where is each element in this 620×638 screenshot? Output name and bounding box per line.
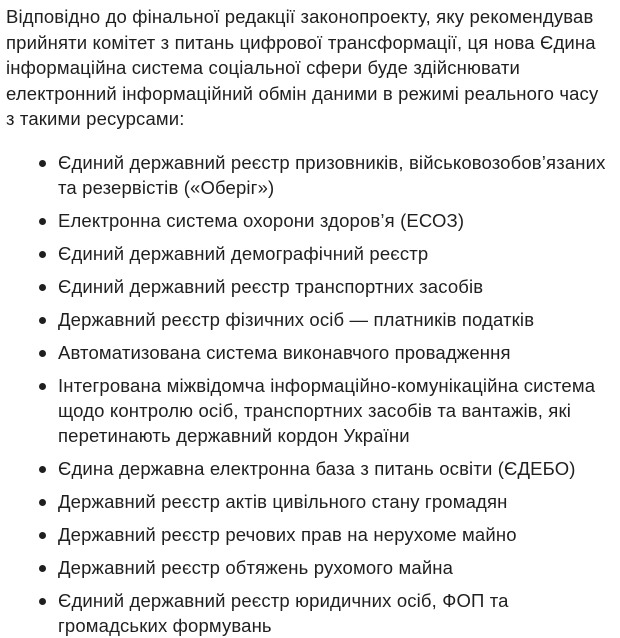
- bullet-icon: [39, 499, 46, 506]
- list-item: [6, 373, 606, 448]
- list-item: [6, 456, 606, 481]
- bullet-icon: [39, 317, 46, 324]
- bullet-icon: [39, 350, 46, 357]
- intro-paragraph: Відповідно до фінальної редакції законопроекту, яку рекомендував прийняти комітет з питань цифрової трансформації, ця нова Єдина інформаційна система соціальної сфери буде здійснювати електронний інформаційний обмін даними в режимі реального часу з такими ресурсами:: [6, 6, 599, 129]
- list-item-text: Державний реєстр обтяжень рухомого майна: [58, 556, 454, 578]
- list-item: [6, 340, 606, 365]
- list-item-text: Єдина державна електронна база з питань освіти (ЄДЕБО): [58, 457, 576, 479]
- bullet-icon: [39, 160, 46, 167]
- list-item: [6, 241, 606, 266]
- bullet-icon: [39, 251, 46, 258]
- bullet-icon: [39, 466, 46, 473]
- list-item-text: Державний реєстр речових прав на нерухоме майно: [58, 523, 517, 545]
- bullet-icon: [39, 598, 46, 605]
- bullet-icon: [39, 218, 46, 225]
- bullet-icon: [39, 383, 46, 390]
- list-item-text: Єдиний державний реєстр юридичних осіб, ФОП та громадських формувань: [58, 589, 509, 636]
- list-item: [6, 307, 606, 332]
- list-item: [6, 588, 606, 638]
- list-item: [6, 489, 606, 514]
- bullet-icon: [39, 565, 46, 572]
- list-item: [6, 208, 606, 233]
- bullet-icon: [39, 532, 46, 539]
- list-item-text: Єдиний державний демографічний реєстр: [58, 242, 429, 264]
- list-item: [6, 150, 606, 200]
- list-item: [6, 274, 606, 299]
- list-item-text: Державний реєстр фізичних осіб — платників податків: [58, 308, 535, 330]
- list-item-text: Державний реєстр актів цивільного стану громадян: [58, 490, 508, 512]
- list-item-text: Єдиний державний реєстр транспортних засобів: [58, 275, 484, 297]
- list-item-text: Автоматизована система виконавчого провадження: [58, 341, 511, 363]
- list-item: [6, 522, 606, 547]
- list-item-text: Інтегрована міжвідомча інформаційно-комунікаційна система щодо контролю осіб, транспортних засобів та вантажів, які перетинають державний кордон України: [58, 374, 596, 446]
- registry-list: [6, 150, 606, 638]
- list-item: [6, 555, 606, 580]
- list-item-text: Єдиний державний реєстр призовників, військовозобов’язаних та резервістів («Оберіг»): [58, 151, 606, 198]
- bullet-icon: [39, 284, 46, 291]
- list-item-text: Електронна система охорони здоров’я (ЕСОЗ): [58, 209, 465, 231]
